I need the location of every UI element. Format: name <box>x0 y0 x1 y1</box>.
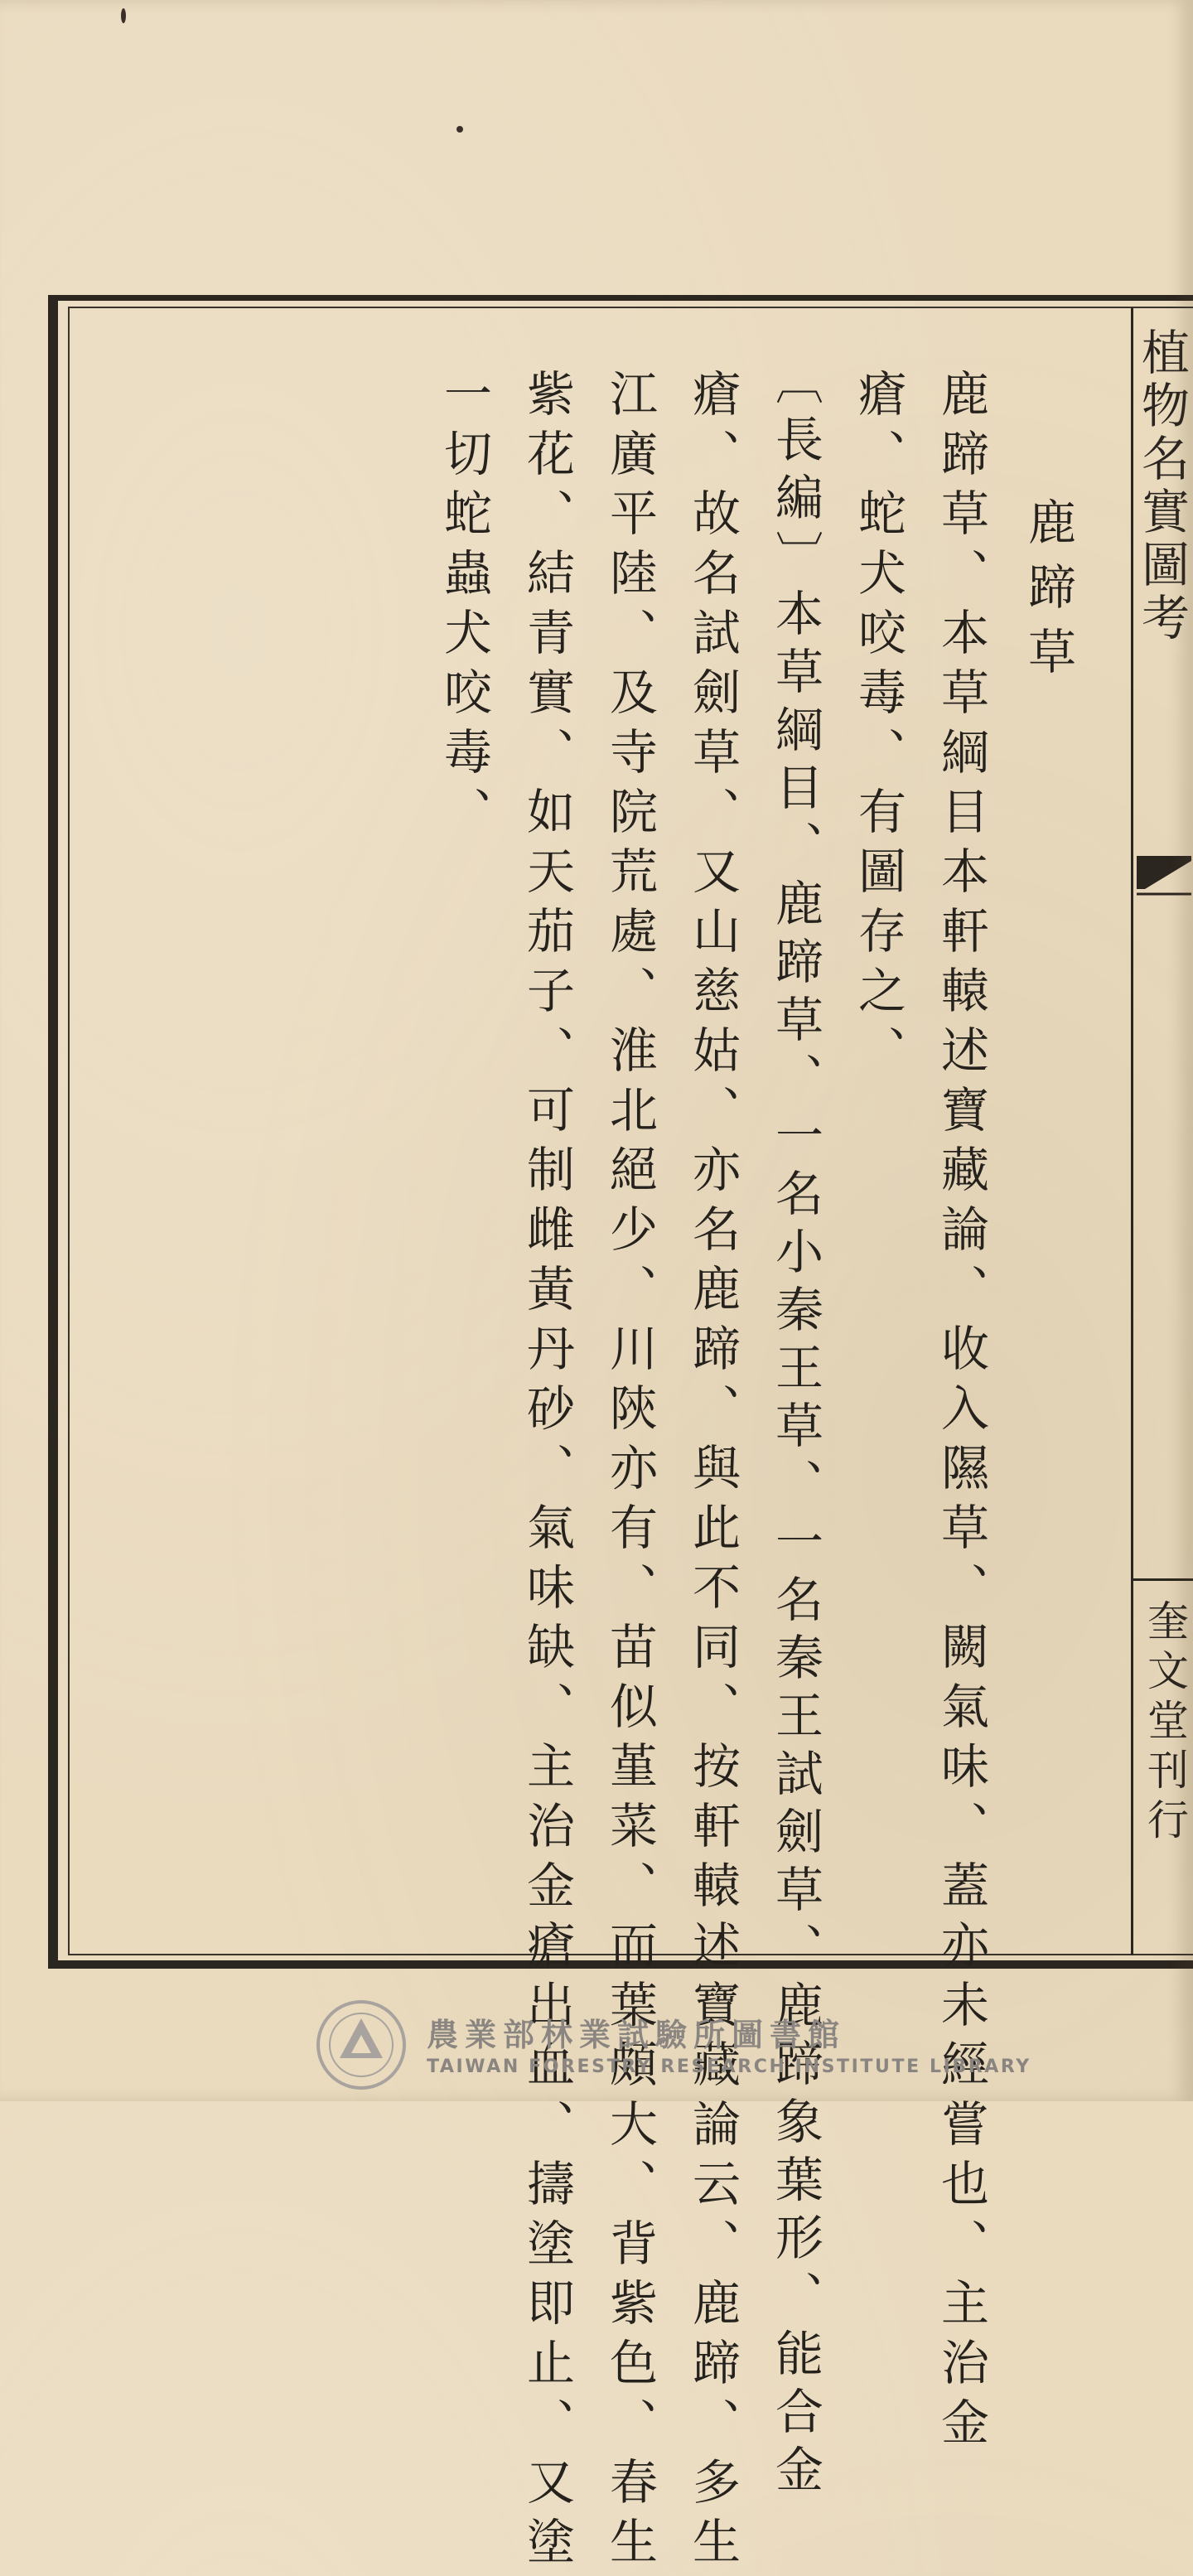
text-column-4: 瘡、故名試劍草、又山慈姑、亦名鹿蹄、與此不同、按軒轅述寶藏論云、鹿蹄、多生 <box>684 369 741 2576</box>
library-seal-icon <box>315 1998 408 2091</box>
entry-heading: 鹿蹄草 <box>1020 497 1076 691</box>
fishtail-mark-icon <box>1135 849 1193 899</box>
text-column-5: 江廣平陸、及寺院荒處、淮北絕少、川陝亦有、苗似堇菜、而葉頗大、背紫色、春生 <box>601 369 658 2576</box>
library-name-en: TAIWAN FORESTRY RESEARCH INSTITUTE LIBRARY <box>427 2056 1031 2077</box>
text-column-7: 一切蛇蟲犬咬毒、 <box>436 369 492 846</box>
banxin-divider <box>1133 1578 1193 1581</box>
book-title: 植物名實圖考 <box>1133 327 1190 645</box>
publisher-name: 奎文堂刊行 <box>1141 1599 1189 1848</box>
library-name-zh: 農業部林業試驗所圖書館 <box>427 2017 847 2053</box>
text-column-1: 鹿蹄草、本草綱目本軒轅述寶藏論、收入隰草、闕氣味、蓋亦未經嘗也、主治金 <box>933 369 989 2457</box>
text-column-6: 紫花、結青實、如天茄子、可制雌黃丹砂、氣味缺、主治金瘡出血、擣塗即止、又塗 <box>519 369 575 2576</box>
ink-speck <box>456 126 463 133</box>
text-column-2: 瘡、蛇犬咬毒、有圖存之、 <box>850 369 906 1085</box>
text-column-3: 〔長編〕本草綱目、鹿蹄草、一名小秦王草、一名秦王試劍草、鹿蹄象葉形、能合金 <box>767 356 824 2502</box>
ink-speck <box>121 8 126 23</box>
